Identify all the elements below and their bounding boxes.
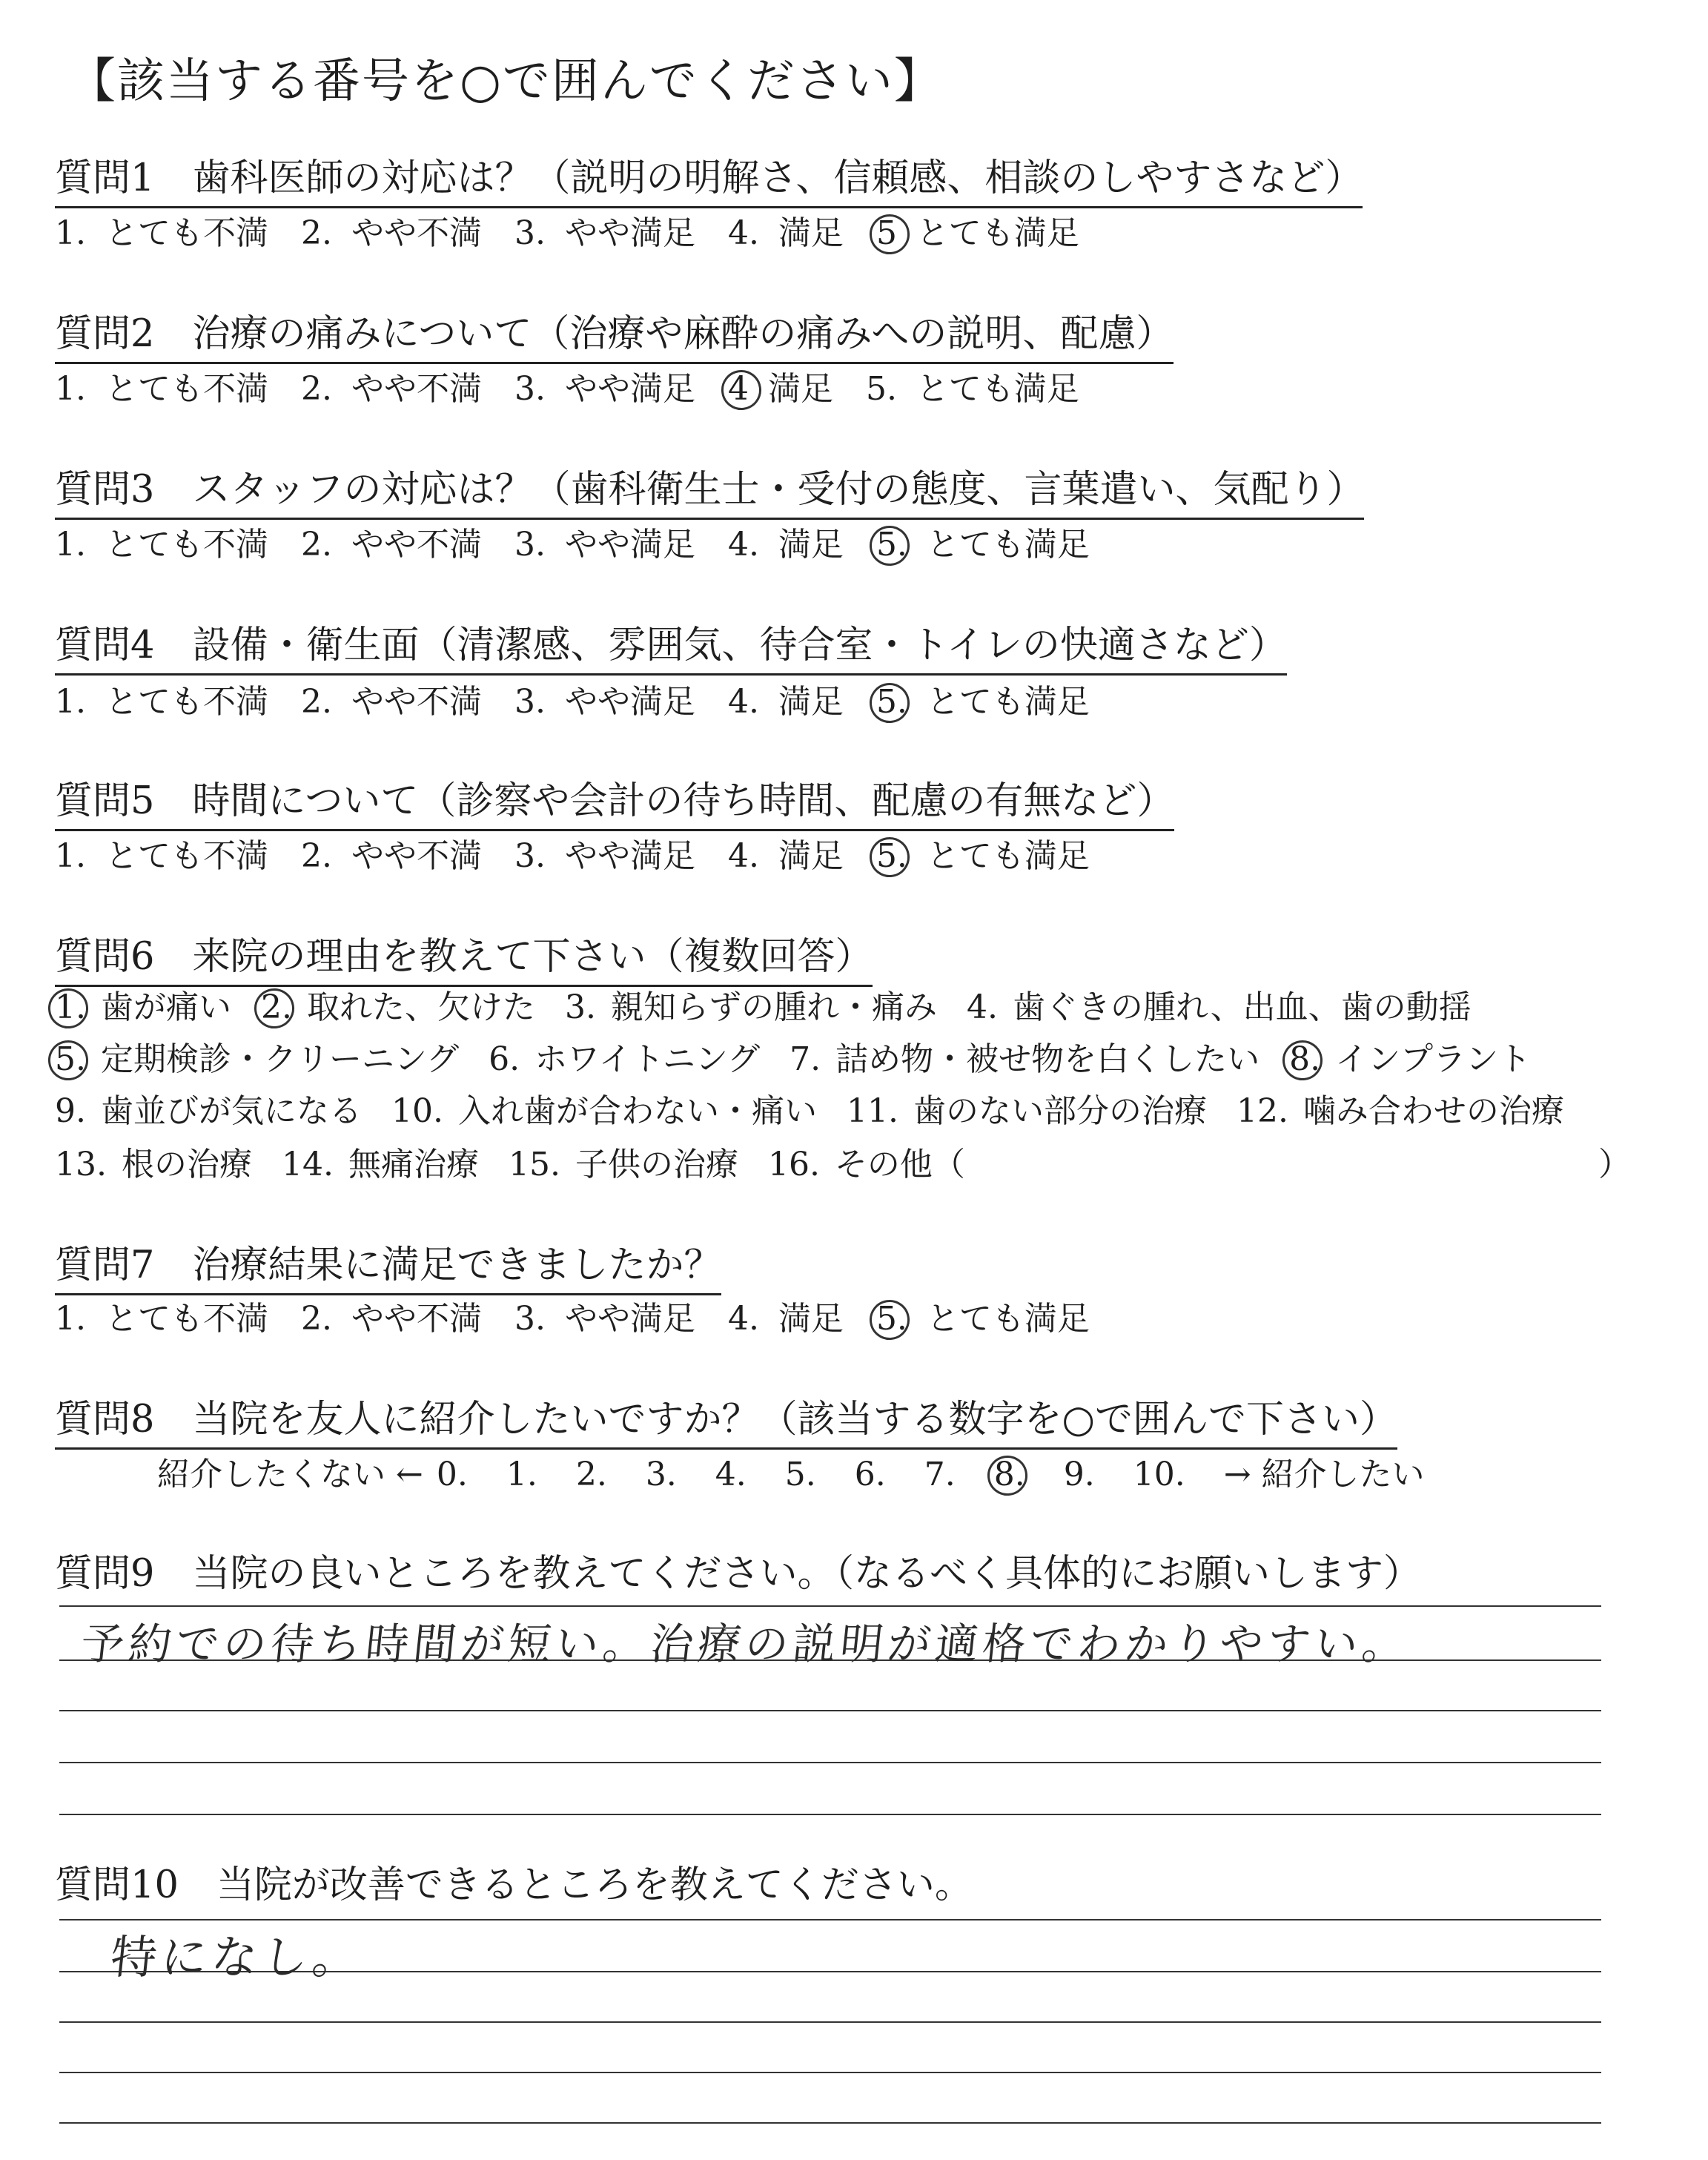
q6-option-label: 子供の治療: [575, 1146, 738, 1183]
q4-option-number: 2.: [300, 683, 332, 721]
q6-option-number: 12.: [1236, 1092, 1288, 1130]
q4-option-5[interactable]: [876, 675, 1090, 722]
q2-option-number: 2.: [300, 370, 332, 408]
q1-heading: 質問1 歯科医師の対応は？（説明の明解さ、信頼感、相談のしやすさなど）: [55, 147, 1363, 208]
q7-option-5[interactable]: [876, 1292, 1090, 1339]
q1-option-number: 3.: [514, 214, 546, 252]
q6-option-number: 7.: [790, 1040, 821, 1078]
q8-right-label: → 紹介したい: [1223, 1456, 1425, 1493]
q3-option-label: やや満足: [564, 526, 695, 564]
answer-line: [59, 1814, 1601, 1815]
q2-option-number: 1.: [55, 370, 86, 408]
q6-option[interactable]: [1289, 1032, 1531, 1080]
q5-heading: 質問5 時間について（診察や会計の待ち時間、配慮の有無など）: [55, 770, 1174, 831]
q6-option-number: 2.: [260, 988, 292, 1026]
answer-line: [59, 1762, 1601, 1763]
q8-scale-number: 4.: [715, 1456, 747, 1493]
q6-option-label: 歯が痛い: [100, 988, 231, 1026]
q2-option-label: やや不満: [351, 370, 482, 408]
page-title: 【該当する番号を○で囲んでください】: [68, 54, 943, 109]
q6-row-1: [55, 980, 1501, 1028]
q4-option-1[interactable]: [55, 675, 268, 722]
q6-option-label: ホワイトニング: [534, 1040, 761, 1078]
q6-option-number: 8.: [1289, 1040, 1321, 1078]
q5-option-label: やや満足: [564, 837, 695, 875]
q8-scale-option[interactable]: [437, 1456, 468, 1493]
q2-option-3[interactable]: [514, 362, 695, 409]
q9-heading: 質問9 当院の良いところを教えてください。（なるべく具体的にお願いします）: [55, 1552, 1421, 1596]
q5-option-label: やや不満: [351, 837, 482, 875]
q2-option-number: 4: [727, 370, 749, 408]
q1-option-label: やや満足: [564, 214, 695, 252]
q9-answer: 予約での待ち時間が短い。治療の説明が適格でわかりやすい。: [78, 1619, 1413, 1669]
q6-option[interactable]: [509, 1137, 738, 1185]
q3-option-5[interactable]: [876, 518, 1090, 565]
q6-option-number: 4.: [966, 988, 998, 1026]
q8-scale-option[interactable]: [646, 1456, 677, 1493]
q6-option-label: 歯並びが気になる: [100, 1092, 362, 1130]
q6-option-number: 14.: [281, 1146, 334, 1183]
q5-option-label: とても満足: [926, 837, 1090, 875]
q4-heading: 質問4 設備・衛生面（清潔感、雰囲気、待合室・トイレの快適さなど）: [55, 614, 1287, 676]
q3-options: [55, 518, 1122, 565]
q6-row-3: [55, 1084, 1594, 1132]
q7-option-2[interactable]: [301, 1292, 482, 1339]
q2-option-number: 3.: [514, 370, 546, 408]
q3-option-2[interactable]: [301, 518, 482, 565]
q6-option-number: 11.: [846, 1092, 898, 1130]
q6-option[interactable]: [847, 1084, 1207, 1132]
q10-heading: 質問10 当院が改善できるところを教えてください。: [55, 1863, 973, 1907]
q6-option-label: 噛み合わせの治療: [1302, 1092, 1564, 1130]
q8-scale-option[interactable]: [715, 1456, 747, 1493]
q2-option-label: 満足: [767, 370, 833, 408]
q4-option-number: 5.: [875, 683, 907, 721]
q8-scale-number: 8.: [993, 1456, 1025, 1493]
q8-scale-number: 1.: [506, 1456, 537, 1493]
q6-option-number: 1.: [55, 988, 86, 1026]
q3-option-number: 2.: [300, 526, 332, 564]
q6-row-4: [55, 1137, 995, 1185]
q6-option-number: 6.: [489, 1040, 520, 1078]
q7-option-label: とても不満: [105, 1300, 268, 1338]
q6-option[interactable]: [55, 1084, 362, 1132]
q4-option-label: とても不満: [105, 683, 268, 721]
answer-line: [59, 2072, 1601, 2073]
q3-option-label: とても不満: [105, 526, 268, 564]
q4-option-4[interactable]: [728, 675, 844, 722]
q6-option-number: 15.: [508, 1146, 560, 1183]
q3-option-3[interactable]: [514, 518, 695, 565]
q7-option-number: 3.: [514, 1300, 546, 1338]
q5-option-number: 3.: [514, 837, 546, 875]
q8-left-label: 紹介したくない ←: [157, 1456, 423, 1493]
q7-options: [55, 1292, 1122, 1339]
q10-answer: 特になし。: [107, 1930, 366, 1984]
q1-option-label: やや不満: [351, 214, 482, 252]
q4-option-number: 4.: [727, 683, 759, 721]
q5-option-number: 5.: [875, 837, 907, 875]
q2-option-4[interactable]: [728, 362, 833, 409]
q8-scale-option[interactable]: [1133, 1456, 1185, 1493]
q7-option-3[interactable]: [514, 1292, 695, 1339]
q5-option-2[interactable]: [301, 829, 482, 876]
q5-option-label: 満足: [778, 837, 844, 875]
q6-option[interactable]: [489, 1032, 760, 1080]
q6-option-number: 9.: [55, 1092, 86, 1130]
q2-option-1[interactable]: [55, 362, 268, 409]
q1-option-number: 4.: [727, 214, 759, 252]
q6-option-label: 無痛治療: [348, 1146, 479, 1183]
q7-option-label: とても満足: [926, 1300, 1090, 1338]
q1-option-label: 満足: [778, 214, 844, 252]
q6-option-label: 詰め物・被せ物を白くしたい: [835, 1040, 1260, 1078]
q5-option-number: 1.: [55, 837, 86, 875]
q1-option-1[interactable]: [55, 206, 268, 254]
q6-option[interactable]: [1237, 1084, 1564, 1132]
q2-option-2[interactable]: [301, 362, 482, 409]
q1-option-2[interactable]: [301, 206, 482, 254]
q1-option-number: 2.: [300, 214, 332, 252]
q8-scale-option[interactable]: [924, 1456, 956, 1493]
q6-option-label: 定期検診・クリーニング: [100, 1040, 460, 1078]
q8-scale-number: 5.: [784, 1456, 816, 1493]
q4-option-label: 満足: [778, 683, 844, 721]
q7-option-1[interactable]: [55, 1292, 268, 1339]
q2-option-label: やや満足: [564, 370, 695, 408]
q6-option[interactable]: [55, 1032, 459, 1080]
q4-option-label: やや満足: [564, 683, 695, 721]
answer-line: [59, 2021, 1601, 2023]
q8-scale: [157, 1447, 1438, 1495]
q7-option-label: やや不満: [351, 1300, 482, 1338]
q4-option-label: とても満足: [926, 683, 1090, 721]
q2-option-label: とても不満: [105, 370, 268, 408]
answer-line: [59, 1605, 1601, 1607]
q7-heading: 質問7 治療結果に満足できましたか？: [55, 1234, 721, 1295]
answer-line: [59, 2122, 1601, 2124]
q2-options: [55, 362, 1112, 409]
answer-line: [59, 1710, 1601, 1711]
q8-scale-option[interactable]: [576, 1456, 607, 1493]
q6-option[interactable]: [565, 980, 937, 1028]
q6-option[interactable]: [790, 1032, 1260, 1080]
q3-option-number: 3.: [514, 526, 546, 564]
q6-option-number: 16.: [767, 1146, 820, 1183]
q2-heading: 質問2 治療の痛みについて（治療や麻酔の痛みへの説明、配慮）: [55, 303, 1174, 364]
q3-option-1[interactable]: [55, 518, 268, 565]
q1-option-label: とても不満: [105, 214, 268, 252]
q8-scale-number: 7.: [924, 1456, 956, 1493]
q5-option-1[interactable]: [55, 829, 268, 876]
q5-option-number: 2.: [300, 837, 332, 875]
q8-scale-number: 2.: [575, 1456, 607, 1493]
q5-option-5[interactable]: [876, 829, 1090, 876]
q1-option-3[interactable]: [514, 206, 695, 254]
q7-option-number: 2.: [300, 1300, 332, 1338]
q1-option-label: とても満足: [916, 214, 1079, 252]
q8-scale-number: 6.: [854, 1456, 886, 1493]
q6-option-label: その他（: [834, 1146, 965, 1183]
q7-option-label: 満足: [778, 1300, 844, 1338]
q8-heading: 質問8 当院を友人に紹介したいですか？（該当する数字を○で囲んで下さい）: [55, 1388, 1397, 1450]
q6-option-label: 歯ぐきの腫れ、出血、歯の動揺: [1012, 988, 1472, 1026]
q8-scale-number: 0.: [436, 1456, 468, 1493]
q3-option-number: 5.: [875, 526, 907, 564]
q8-scale-option[interactable]: [855, 1456, 886, 1493]
q4-option-3[interactable]: [514, 675, 695, 722]
q5-option-label: とても不満: [105, 837, 268, 875]
q1-option-number: 1.: [55, 214, 86, 252]
q7-option-number: 1.: [55, 1300, 86, 1338]
q5-option-3[interactable]: [514, 829, 695, 876]
q7-option-label: やや満足: [564, 1300, 695, 1338]
q5-options: [55, 829, 1122, 876]
q8-scale-option[interactable]: [785, 1456, 816, 1493]
q6-option[interactable]: [261, 980, 535, 1028]
q6-row-2: [55, 1032, 1560, 1080]
q5-option-number: 4.: [727, 837, 759, 875]
q6-heading: 質問6 来院の理由を教えて下さい（複数回答）: [55, 925, 873, 987]
q4-option-2[interactable]: [301, 675, 482, 722]
q6-option-label: 根の治療: [121, 1146, 252, 1183]
q3-option-number: 1.: [55, 526, 86, 564]
q6-option-label: 歯のない部分の治療: [913, 1092, 1207, 1130]
q8-scale-number: 3.: [645, 1456, 677, 1493]
q6-option-label: 取れた、欠けた: [306, 988, 535, 1026]
q6-option-number: 10.: [391, 1092, 443, 1130]
q3-option-number: 4.: [727, 526, 759, 564]
q8-scale-number: 9.: [1063, 1456, 1095, 1493]
q3-option-label: 満足: [778, 526, 844, 564]
q3-option-4[interactable]: [728, 518, 844, 565]
q5-option-4[interactable]: [728, 829, 844, 876]
q6-option[interactable]: [55, 1137, 252, 1185]
q7-option-number: 5.: [875, 1300, 907, 1338]
q8-scale-option[interactable]: [994, 1456, 1025, 1493]
q6-option[interactable]: [768, 1137, 965, 1185]
q6-option-number: 13.: [55, 1146, 107, 1183]
q1-option-4[interactable]: [728, 206, 844, 254]
q4-option-label: やや不満: [351, 683, 482, 721]
q2-option-5[interactable]: [866, 362, 1079, 409]
q6-other-close: ）: [1598, 1146, 1631, 1183]
q6-option-number: 5.: [55, 1040, 86, 1078]
q3-heading: 質問3 スタッフの対応は？（歯科衛生士・受付の態度、言葉遣い、気配り）: [55, 458, 1364, 520]
q7-option-number: 4.: [727, 1300, 759, 1338]
q8-scale-number: 10.: [1133, 1456, 1185, 1493]
q8-scale-option[interactable]: [1064, 1456, 1095, 1493]
q1-option-5[interactable]: [876, 206, 1079, 254]
q2-option-label: とても満足: [916, 370, 1079, 408]
q4-option-number: 3.: [514, 683, 546, 721]
q6-option[interactable]: [55, 980, 231, 1028]
q6-option-label: 親知らずの腫れ・痛み: [610, 988, 937, 1026]
q7-option-4[interactable]: [728, 1292, 844, 1339]
q4-option-number: 1.: [55, 683, 86, 721]
q6-option-number: 3.: [564, 988, 596, 1026]
q6-option[interactable]: [282, 1137, 479, 1185]
q4-options: [55, 675, 1122, 722]
q6-option[interactable]: [391, 1084, 817, 1132]
q2-option-number: 5.: [865, 370, 897, 408]
q6-option-label: インプラント: [1335, 1040, 1532, 1078]
q3-option-label: とても満足: [926, 526, 1090, 564]
q1-option-number: 5: [875, 214, 897, 252]
q6-option[interactable]: [967, 980, 1472, 1028]
q8-scale-option[interactable]: [506, 1456, 537, 1493]
q3-option-label: やや不満: [351, 526, 482, 564]
q1-options: [55, 206, 1112, 254]
q6-option-label: 入れ歯が合わない・痛い: [457, 1092, 817, 1130]
